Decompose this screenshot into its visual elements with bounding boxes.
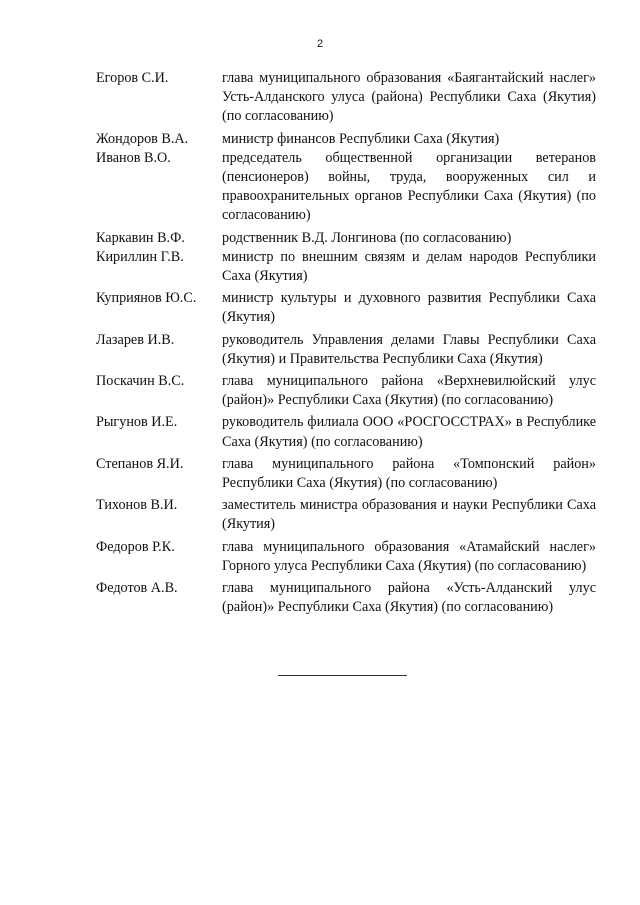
list-item bbox=[96, 413, 596, 451]
member-name: Лазарев И.В. bbox=[96, 331, 175, 348]
member-role: родственник В.Д. Лонгинова (по согласованию) bbox=[222, 229, 512, 246]
member-role: министр по внешним связям и делам народов Республики Саха (Якутия) bbox=[222, 248, 596, 285]
list-item bbox=[96, 331, 596, 369]
member-name: Иванов В.О. bbox=[96, 149, 171, 166]
member-role: министр культуры и духовного развития Республики Саха (Якутия) bbox=[222, 290, 596, 326]
member-name: Каркавин В.Ф. bbox=[96, 229, 185, 246]
member-role: министр финансов Республики Саха (Якутия) bbox=[222, 130, 500, 147]
list-item bbox=[96, 69, 596, 127]
member-role: глава муниципального образования «Атамайский наслег» Горного улуса Республики Саха (Якутия) (по согласованию) bbox=[222, 538, 596, 574]
list-item bbox=[96, 229, 596, 248]
member-name: Федотов А.В. bbox=[96, 580, 178, 597]
end-separator-line bbox=[278, 675, 407, 676]
member-role: председатель общественной организации ветеранов (пенсионеров) войны, труда, вооруженных сил и правоохранительных органов Республики Саха (Якутия) (по согласованию) bbox=[222, 149, 596, 224]
member-name: Степанов Я.И. bbox=[96, 455, 184, 472]
member-name: Федоров Р.К. bbox=[96, 538, 175, 555]
member-name: Тихонов В.И. bbox=[96, 497, 178, 514]
list-item bbox=[96, 538, 596, 576]
member-name: Егоров С.И. bbox=[96, 70, 169, 86]
page-number: 2 bbox=[316, 38, 324, 50]
list-item bbox=[96, 579, 596, 617]
member-role: руководитель филиала ООО «РОСГОССТРАХ» в Республике Саха (Якутия) (по согласованию) bbox=[222, 414, 596, 450]
member-list bbox=[96, 69, 596, 620]
list-item bbox=[96, 149, 596, 226]
list-item bbox=[96, 289, 596, 327]
member-role: глава муниципального района «Томпонский район» Республики Саха (Якутия) (по согласованию) bbox=[222, 455, 596, 492]
list-item bbox=[96, 130, 596, 149]
list-item bbox=[96, 372, 596, 410]
list-item bbox=[96, 496, 596, 534]
member-role: глава муниципального района «Усть-Алданский улус (район)» Республики Саха (Якутия) (по согласованию) bbox=[222, 580, 596, 616]
member-name: Жондоров В.А. bbox=[96, 130, 189, 147]
member-role: заместитель министра образования и науки Республики Саха (Якутия) bbox=[222, 497, 596, 533]
member-name: Рыгунов И.Е. bbox=[96, 414, 178, 431]
member-name: Кириллин Г.В. bbox=[96, 248, 184, 265]
list-item bbox=[96, 455, 596, 493]
member-name: Куприянов Ю.С. bbox=[96, 290, 197, 307]
member-role: глава муниципального района «Верхневилюйский улус (район)» Республики Саха (Якутия) (по согласованию) bbox=[222, 373, 596, 409]
list-item bbox=[96, 248, 596, 286]
member-role: руководитель Управления делами Главы Республики Саха (Якутия) и Правительства Республики Саха (Якутия) bbox=[222, 331, 596, 367]
member-name: Поскачин В.С. bbox=[96, 373, 185, 390]
member-role: глава муниципального образования «Баягантайский наслег» Усть-Алданского улуса (района) Республики Саха (Якутия) (по согласованию) bbox=[222, 70, 596, 125]
